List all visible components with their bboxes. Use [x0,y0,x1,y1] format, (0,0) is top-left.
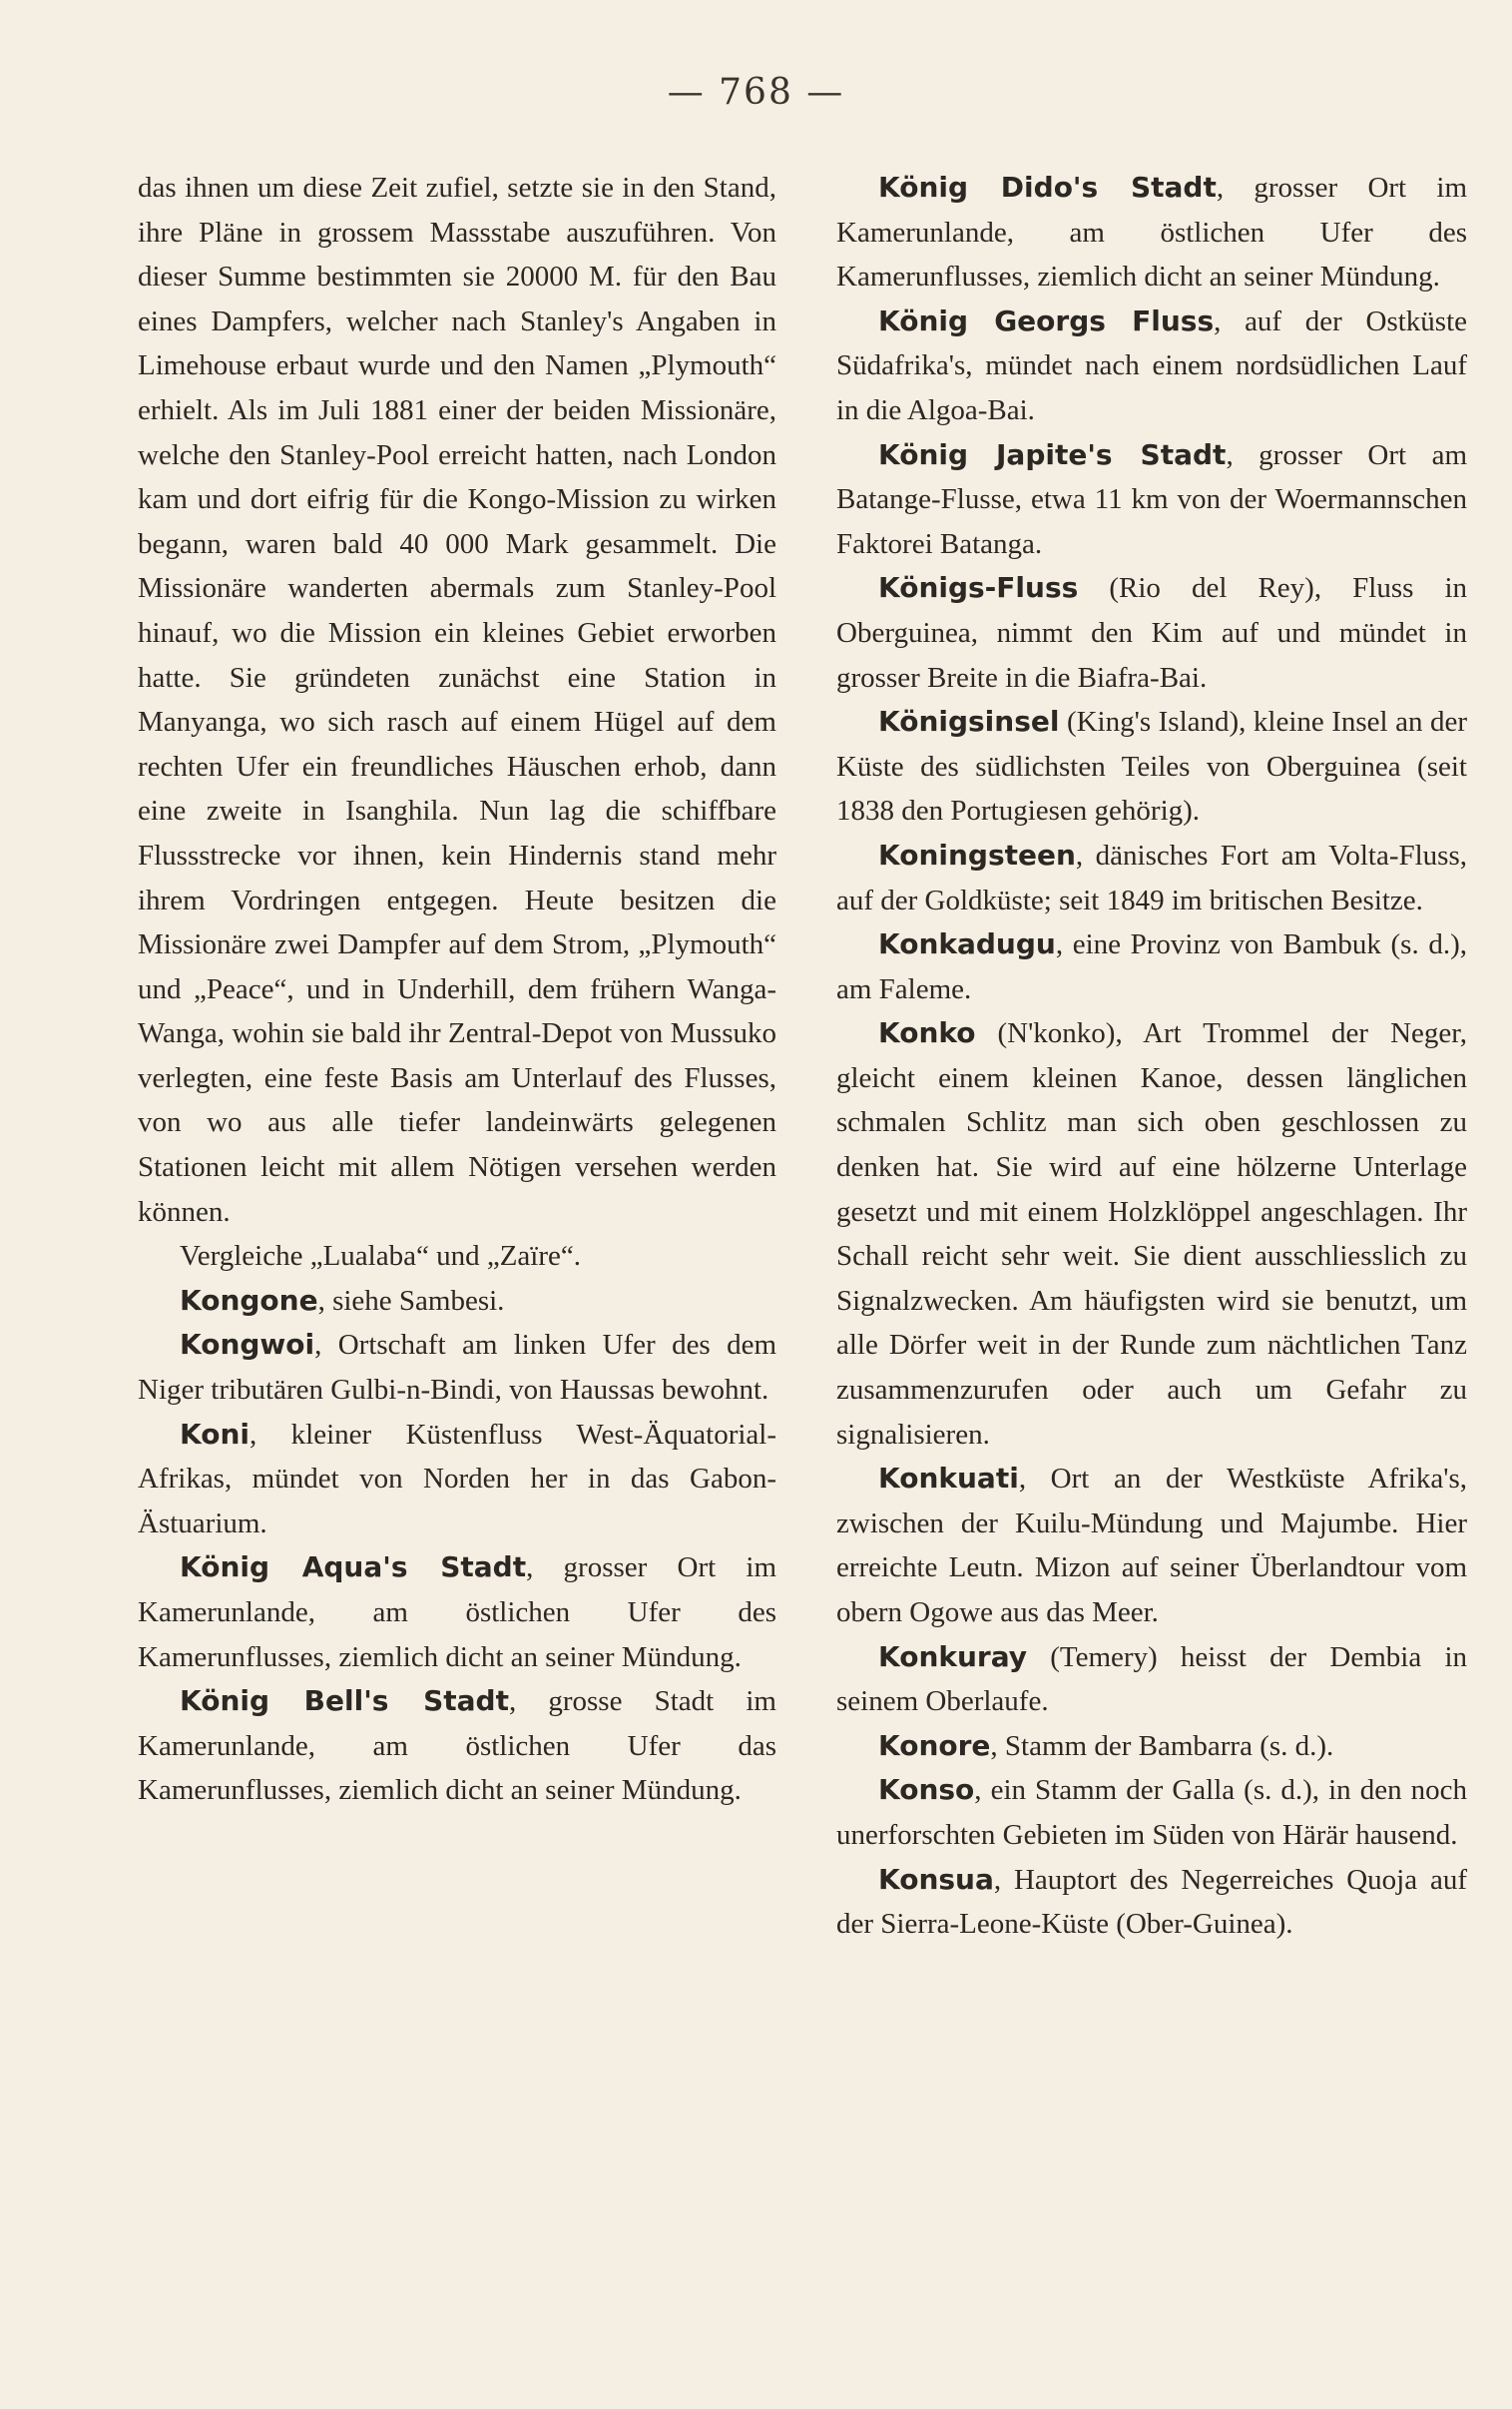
entry-text: (King's Island), kleine Insel an der Küste des südlichsten Teiles von Oberguinea (seit 1838 den Portugiesen gehörig). [836,706,1467,828]
entry-text: , siehe Sambesi. [317,1284,505,1317]
entry-headword: Königs-Fluss [878,571,1079,605]
entry-koenig-bell [138,1679,776,1813]
entry-headword: Kongwoi [180,1328,315,1362]
entry-text: das ihnen um diese Zeit zufiel, setzte sie in den Stand, ihre Pläne in grossem Massstabe auszuführen. Von dieser Summe bestimmten sie 20000 M. für den Bau eines Dampfers, welcher nach Stanley's Angaben in Limehouse erbaut wurde und den Namen „Plymouth“ erhielt. Als im Juli 1881 einer der beiden Missionäre, welche den Stanley-Pool erreicht hatten, nach London kam und dort eifrig für die Kongo-Mission zu wirken begann, waren bald 40 000 Mark gesammelt. Die Missionäre wanderten abermals zum Stanley-Pool hinauf, wo die Mission ein kleines Gebiet erworben hatte. Sie gründeten zunächst eine Station in Manyanga, wo sich rasch auf einem Hügel auf dem rechten Ufer ein freundliches Häuschen erhob, dann eine zweite in Isanghila. Nun lag die schiffbare Flussstrecke vor ihnen, kein Hindernis stand mehr ihrem Vordringen entgegen. Heute besitzen die Missionäre zwei Dampfer auf dem Strom, „Plymouth“ und „Peace“, und in Underhill, dem frühern Wanga-Wanga, wohin sie bald ihr Zentral-Depot von Mussuko verlegten, eine feste Basis am Unterlauf des Flusses, von wo aus alle tiefer landeinwärts gelegenen Stationen leicht mit allem Nötigen versehen werden können. [138,172,776,1228]
entry-koningsteen [836,834,1467,922]
entry-headword: Konko [878,1016,976,1050]
entry-headword: Konkuati [878,1462,1019,1496]
entry-text: , Ort an der Westküste Afrika's, zwischen der Kuilu-Mündung und Majumbe. Hier erreichte Leutn. Mizon auf seiner Überlandtour vom obern Ogowe aus das Meer. [836,1463,1467,1628]
entry-text: , kleiner Küstenfluss West-Äquatorial-Afrikas, mündet von Norden her in das Gabon-Ästuarium. [138,1418,776,1539]
entry-text: (Temery) heisst der Dembia in seinem Oberlaufe. [836,1640,1467,1718]
entry-kongwoi [138,1323,776,1412]
entry-text: , auf der Ostküste Südafrika's, mündet nach einem nordsüdlichen Lauf in die Algoa-Bai. [836,304,1468,426]
entry-text: , Ortschaft am linken Ufer des dem Niger tributären Gulbi-n-Bindi, von Haussas bewohnt. [138,1329,776,1407]
entry-headword: Koningsteen [878,838,1076,872]
right-column [836,166,1467,1947]
entry-text: , grosser Ort am Batange-Flusse, etwa 11 km von der Woermannschen Faktorei Batanga. [836,438,1468,560]
entry-koenig-georgs [836,300,1467,433]
entry-koenig-aqua [138,1545,776,1679]
entry-text: , grosser Ort im Kamerunlande, am östlichen Ufer des Kamerunflusses, ziemlich dicht an seiner Mündung. [836,172,1468,294]
entry-headword: Konso [878,1773,975,1807]
entry-headword: König Aqua's Stadt [180,1550,527,1584]
entry-headword: König Georgs Fluss [878,303,1215,337]
entry-kongone [138,1279,776,1324]
entry-konsua [836,1858,1467,1947]
entry-koni [138,1413,776,1546]
entry-konkuray [836,1635,1467,1724]
cross-reference [138,1234,776,1279]
entry-konore [836,1724,1467,1769]
entry-koenig-dido [836,166,1467,300]
entry-koenigsinsel [836,700,1467,834]
entry-text: , grosse Stadt im Kamerunlande, am östlichen Ufer das Kamerunflusses, ziemlich dicht an seiner Mündung. [138,1685,776,1807]
entry-konkadugu [836,922,1467,1011]
entry-headword: Konkadugu [878,927,1056,961]
left-column [138,166,776,1813]
entry-headword: Konkuray [878,1639,1028,1673]
entry-text: , Hauptort des Negerreiches Quoja auf der Sierra-Leone-Küste (Ober-Guinea). [836,1863,1467,1941]
entry-text: , eine Provinz von Bambuk (s. d.), am Faleme. [836,928,1467,1005]
entry-headword: Konsua [878,1862,994,1896]
entry-koenigs-fluss [836,566,1467,700]
entry-konkuati [836,1457,1467,1634]
entry-text: Vergleiche „Lualaba“ und „Zaïre“. [180,1240,582,1273]
entry-text: , dänisches Fort am Volta-Fluss, auf der Goldküste; seit 1849 im britischen Besitze. [836,839,1467,916]
entry-headword: König Dido's Stadt [878,171,1217,204]
entry-konso [836,1768,1467,1857]
entry-headword: Kongone [180,1283,318,1317]
entry-headword: Königsinsel [878,705,1060,739]
entry-text: (N'konko), Art Trommel der Neger, gleicht einem kleinen Kanoe, dessen länglichen schmalen Schlitz man sich oben geschlossen zu denken hat. Sie wird auf eine hölzerne Unterlage gesetzt und mit einem Holzklöppel angeschlagen. Ihr Schall reicht sehr weit. Sie dient ausschliesslich zu Signalzwecken. Am häufigsten wird sie benutzt, um alle Dörfer weit in der Runde zum nächtlichen Tanz zusammenzurufen oder auch um Gefahr zu signalisieren. [836,1017,1467,1451]
entry-headword: König Bell's Stadt [180,1684,509,1718]
entry-text: , Stamm der Bambarra (s. d.). [990,1729,1334,1762]
entry-headword: Konore [878,1728,991,1762]
entry-text: , ein Stamm der Galla (s. d.), in den noch unerforschten Gebieten im Süden von Härär hausend. [836,1774,1467,1851]
entry-headword: Koni [180,1417,250,1451]
page-number: — 768 — [667,72,845,113]
entry-konko [836,1011,1467,1457]
entry-koenig-japite [836,433,1467,567]
entry-headword: König Japite's Stadt [878,437,1227,471]
entry-text: , grosser Ort im Kamerunlande, am östlichen Ufer des Kamerunflusses, ziemlich dicht an seiner Mündung. [138,1551,777,1673]
entry-continuation [138,166,776,1234]
entry-text: (Rio del Rey), Fluss in Oberguinea, nimmt den Kim auf und mündet in grosser Breite in die Biafra-Bai. [836,572,1467,694]
